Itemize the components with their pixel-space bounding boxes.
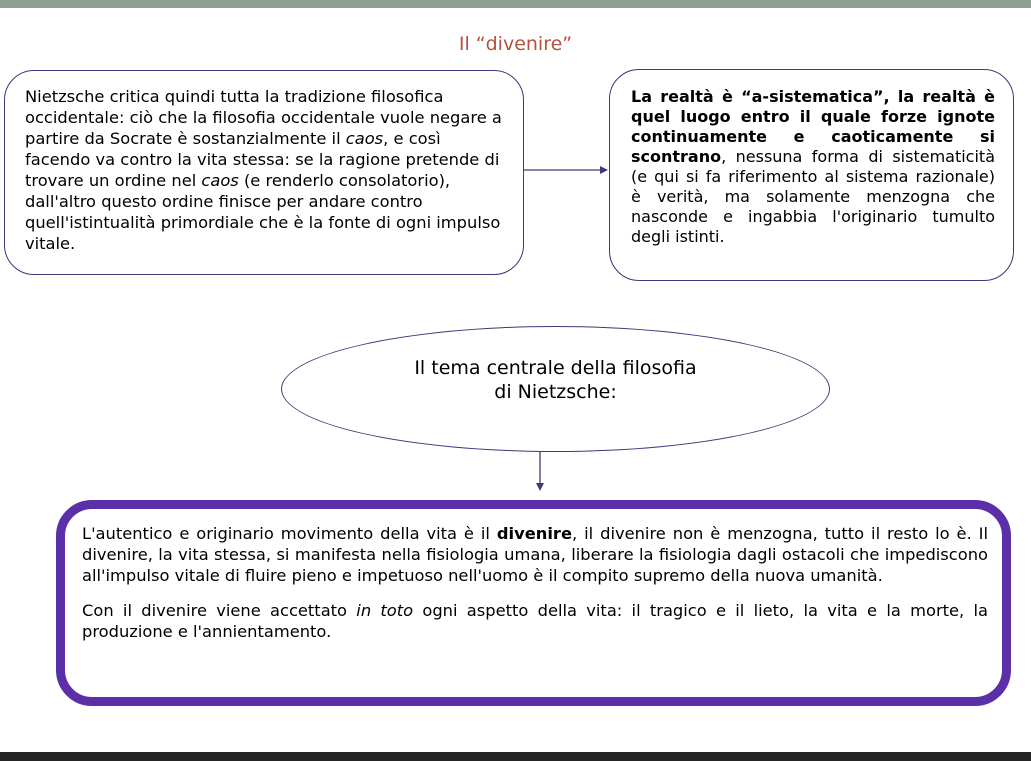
critique-text-2: , e così facendo va contro la vita stessa: se la ragione pretende di trovare un ordine nel [25,129,500,190]
reality-bold-text: La realtà è “a-sistematica”, la realtà è quel luogo entro il quale forze ignote continuamente e caoticamente si scontrano [631,87,995,166]
becoming-paragraph-1 [82,523,988,586]
central-theme-label [281,356,830,404]
becoming-p2-text-2: ogni aspetto della vita: il tragico e il lieto, la vita e la morte, la produzione e l'annientamento. [82,601,988,641]
becoming-paragraph-2 [82,600,988,642]
critique-caos-2: caos [201,171,239,190]
critique-text-3: (e renderlo consolatorio), dall'altro questo ordine finisce per andare contro quell'istintualità primordiale che è la fonte di ogni impulso vitale. [25,171,501,253]
reality-box [609,69,1014,281]
bottom-bar [0,752,1031,761]
critique-box [4,70,524,275]
critique-caos-1: caos [345,129,384,148]
becoming-p1-bold: divenire [496,524,573,543]
becoming-p1-text-2: , il divenire non è menzogna, tutto il resto lo è. Il divenire, la vita stessa, si manifesta nella fisiologia umana, liberare la fisiologia dagli ostacoli che impediscono all'impulso vitale di fluire pieno e impetuoso nell'uomo è il compito supremo della nuova umanità. [82,524,989,585]
central-theme-line-2: di Nietzsche: [494,381,617,403]
becoming-p2-text-1: Con il divenire viene accettato [82,601,357,620]
reality-text: , nessuna forma di sistematicità (e qui si fa riferimento al sistema razionale) è verità, ma solamente menzogna che nasconde e ingabbia l'originario tumulto degli istinti. [631,147,995,246]
becoming-p2-italic: in toto [356,601,414,620]
right-arrow-connector [524,160,610,180]
down-arrow-connector [531,452,549,494]
becoming-box [56,500,1011,706]
critique-text-1: Nietzsche critica quindi tutta la tradizione filosofica occidentale: ciò che la filosofia occidentale vuole negare a partire da Socrate è sostanzialmente il [25,87,502,148]
central-theme-line-1: Il tema centrale della filosofia [414,357,697,379]
becoming-p1-text-1: L'autentico e originario movimento della vita è il [82,524,497,543]
top-accent-bar [0,0,1031,8]
slide-title: Il “divenire” [458,33,573,55]
